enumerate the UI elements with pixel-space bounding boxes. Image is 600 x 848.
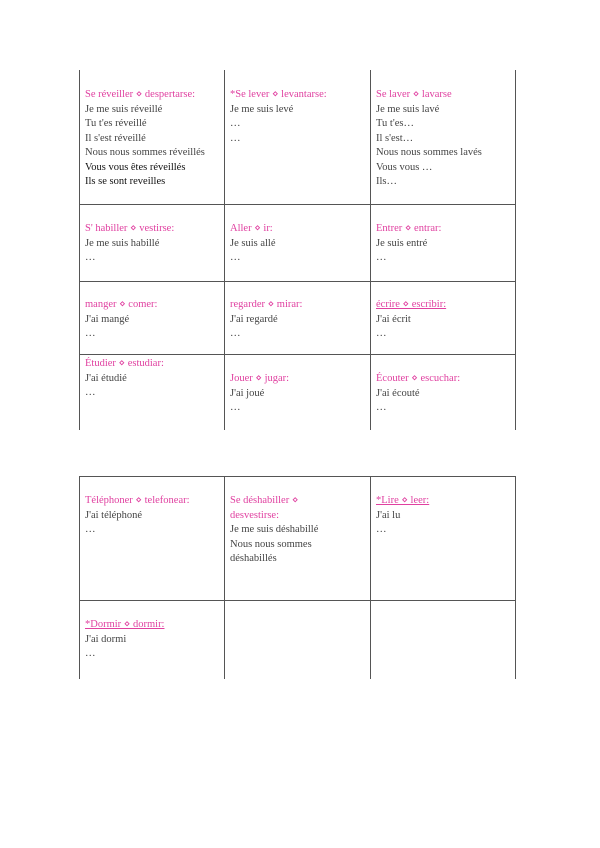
verb-cell-ecouter: [376, 372, 514, 416]
verb-title: *Lire ⋄ leer:: [376, 495, 430, 506]
verb-cell-s-habiller: [85, 222, 223, 266]
verb-title: Téléphoner ⋄ telefonear:: [85, 495, 190, 506]
conjugation-line: …: [230, 328, 241, 339]
verb-cell-lire: [376, 494, 514, 538]
conjugation-line: Il s'est…: [376, 132, 414, 144]
conjugation-line: Ils…: [376, 176, 397, 187]
conjugation-line: …: [376, 328, 387, 339]
verb-title: Aller ⋄ ir:: [230, 223, 273, 234]
table-divider: [79, 476, 516, 477]
conjugation-line: J'ai dormi: [85, 633, 127, 645]
verb-title-continued: desvestirse:: [230, 509, 279, 521]
verb-title: *Se lever ⋄ levantarse:: [230, 89, 327, 100]
verb-cell-entrer: [376, 222, 514, 266]
table-divider: [224, 476, 225, 679]
conjugation-line: déshabillés: [230, 553, 277, 564]
conjugation-line: J'ai regardé: [230, 313, 278, 325]
conjugation-line: Vous vous …: [376, 161, 433, 173]
table-divider: [79, 476, 80, 679]
verb-title: Jouer ⋄ jugar:: [230, 373, 290, 384]
verb-title: Écouter ⋄ escuchar:: [376, 373, 461, 384]
verb-title: manger ⋄ comer:: [85, 299, 158, 310]
conjugation-line: …: [85, 387, 96, 398]
conjugation-line: …: [376, 252, 387, 263]
verb-table-1: [79, 70, 516, 430]
conjugation-line: Je me suis levé: [230, 103, 294, 115]
verb-title: *Dormir ⋄ dormir:: [85, 619, 165, 630]
conjugation-line: Vous vous êtes réveillés: [85, 161, 186, 173]
verb-cell-se-laver: [376, 88, 514, 190]
verb-title: Entrer ⋄ entrar:: [376, 223, 442, 234]
verb-cell-regarder: [230, 298, 368, 342]
conjugation-line: Je me suis habillé: [85, 237, 160, 249]
conjugation-line: Nous nous sommes: [230, 538, 312, 550]
conjugation-line: …: [230, 402, 241, 413]
verb-cell-se-reveiller: [85, 88, 223, 190]
conjugation-line: J'ai mangé: [85, 313, 130, 325]
conjugation-line: …: [230, 252, 241, 263]
conjugation-line: …: [85, 252, 96, 263]
verb-cell-telephoner: [85, 494, 223, 538]
verb-table-2: [79, 476, 516, 679]
verb-cell-jouer: [230, 372, 368, 416]
conjugation-line: Ils se sont reveilles: [85, 176, 166, 187]
verb-cell-se-deshabiller: [230, 494, 368, 567]
verb-cell-se-lever: [230, 88, 368, 146]
table-divider: [370, 70, 371, 430]
verb-title: Se laver ⋄ lavarse: [376, 89, 452, 100]
verb-cell-dormir: [85, 618, 223, 662]
table-divider: [79, 70, 80, 430]
verb-title: Étudier ⋄ estudiar:: [85, 358, 164, 369]
conjugation-line: Il s'est réveillé: [85, 132, 146, 144]
conjugation-line: J'ai étudié: [85, 372, 127, 384]
conjugation-line: …: [85, 328, 96, 339]
table-divider: [79, 204, 516, 205]
verb-title: Se déshabiller ⋄: [230, 495, 299, 506]
conjugation-line: Je me suis réveillé: [85, 103, 163, 115]
conjugation-line: Je suis allé: [230, 237, 276, 249]
verb-title: écrire ⋄ escribir:: [376, 299, 447, 310]
verb-title: regarder ⋄ mirar:: [230, 299, 303, 310]
conjugation-line: …: [230, 132, 241, 144]
conjugation-line: Je me suis déshabillé: [230, 524, 319, 535]
conjugation-line: …: [85, 648, 96, 659]
table-divider: [224, 70, 225, 430]
conjugation-line: Tu t'es…: [376, 118, 414, 129]
conjugation-line: Nous nous sommes lavés: [376, 147, 482, 158]
verb-cell-manger: [85, 298, 223, 342]
conjugation-line: J'ai lu: [376, 509, 401, 521]
conjugation-line: Je me suis lavé: [376, 103, 440, 115]
conjugation-line: …: [230, 118, 241, 129]
verb-cell-ecrire: [376, 298, 514, 342]
verb-title: Se réveiller ⋄ despertarse:: [85, 89, 196, 100]
conjugation-line: J'ai téléphoné: [85, 509, 142, 521]
conjugation-line: …: [376, 524, 387, 535]
table-divider: [515, 70, 516, 430]
verb-title: S' habiller ⋄ vestirse:: [85, 223, 175, 234]
table-divider: [79, 600, 516, 601]
verb-cell-etudier: [85, 357, 223, 401]
conjugation-line: Tu t'es réveillé: [85, 118, 147, 129]
conjugation-line: …: [85, 524, 96, 535]
conjugation-line: J'ai joué: [230, 387, 265, 399]
conjugation-line: J'ai écouté: [376, 387, 420, 399]
verb-cell-aller: [230, 222, 368, 266]
conjugation-line: …: [376, 402, 387, 413]
conjugation-line: J'ai écrit: [376, 313, 411, 325]
table-divider: [79, 354, 516, 355]
conjugation-line: Nous nous sommes réveillés: [85, 147, 205, 158]
table-divider: [79, 281, 516, 282]
table-divider: [515, 476, 516, 679]
table-divider: [370, 476, 371, 679]
conjugation-line: Je suis entré: [376, 237, 428, 249]
